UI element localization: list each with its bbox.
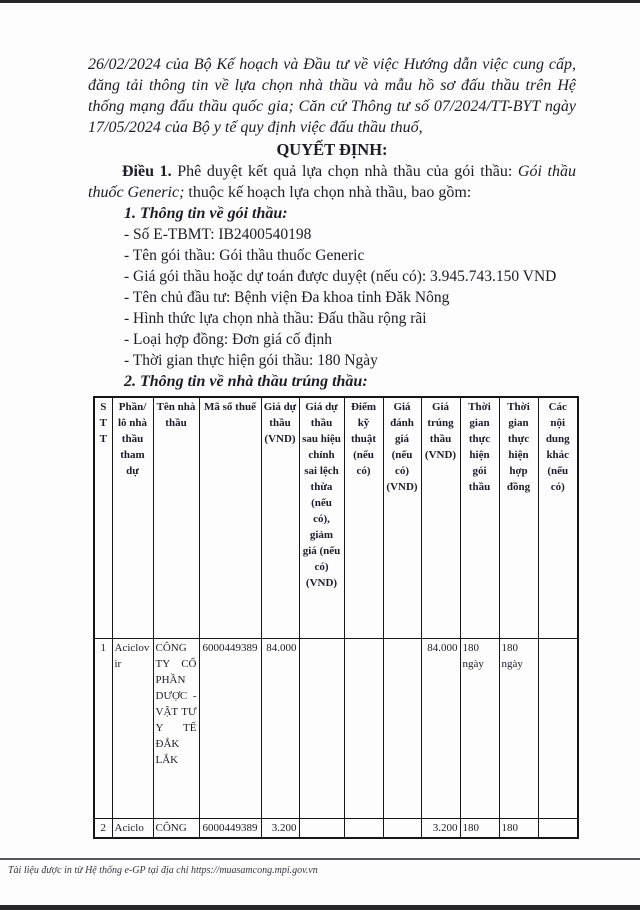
cell-bid-price: 3.200 (261, 818, 299, 838)
winning-bidders-table (93, 396, 579, 839)
article-1-label: Điều 1. (122, 163, 172, 180)
header-cell-winning-price: Giá trúng thầu (VND) (421, 397, 460, 638)
top-edge-bar (0, 0, 640, 3)
package-info-item-name: - Tên gói thầu: Gói thầu thuốc Generic (124, 247, 365, 264)
cell-evaluated-price (383, 818, 421, 838)
table-row (94, 818, 578, 838)
footer-note: Tài liệu được in từ Hệ thống e-GP tại địa chỉ https://muasamcong.mpi.gov.vn (8, 865, 318, 876)
document-page (88, 54, 576, 839)
section-2-heading: 2. Thông tin về nhà thầu trúng thầu: (124, 373, 368, 390)
preamble-paragraph: 26/02/2024 của Bộ Kế hoạch và Đầu tư về việc Hướng dẫn việc cung cấp, đăng tải thông tin về lựa chọn nhà thầu và mẫu hồ sơ đấu thầu trên Hệ thống mạng đấu thầu quốc gia; Căn cứ Thông tư số 07/2024/TT-BYT ngày 17/05/2024 của Bộ y tế quy định việc đấu thầu thuố, (88, 56, 576, 136)
cell-tax-code: 6000449389 (199, 818, 261, 838)
cell-adjusted-price (299, 818, 344, 838)
table-header-row (94, 397, 578, 638)
cell-winning-price: 3.200 (421, 818, 460, 838)
article-1-text-after: thuộc kế hoạch lựa chọn nhà thầu, bao gồm: (184, 184, 472, 201)
cell-lot: Aciclovir (112, 638, 153, 818)
header-cell-evaluated-price: Giá đánh giá (nếu có) (VND) (383, 397, 421, 638)
cell-lot: Aciclo (112, 818, 153, 838)
header-cell-stt: STT (94, 397, 112, 638)
table-row (94, 638, 578, 818)
cell-bidder-name: CÔNG (153, 818, 199, 838)
cell-stt: 2 (94, 818, 112, 838)
cell-package-duration: 180 (460, 818, 499, 838)
package-info-item-contract-type: - Loại hợp đồng: Đơn giá cố định (124, 331, 332, 348)
cell-stt: 1 (94, 638, 112, 818)
cell-tax-code: 6000449389 (199, 638, 261, 818)
cell-bidder-name: CÔNG TY CỔ PHẦN DƯỢC - VẬT TƯ Y TẾ ĐẮK LẮK (153, 638, 199, 818)
cell-bid-price: 84.000 (261, 638, 299, 818)
footer-divider (0, 858, 640, 860)
cell-other (538, 638, 578, 818)
header-cell-lot: Phần/ lô nhà thầu tham dự (112, 397, 153, 638)
header-cell-package-duration: Thời gian thực hiện gói thầu (460, 397, 499, 638)
cell-technical-score (344, 638, 383, 818)
header-cell-bidder-name: Tên nhà thầu (153, 397, 199, 638)
cell-contract-duration: 180 ngày (499, 638, 538, 818)
bottom-edge-bar (0, 905, 640, 910)
section-1-heading: 1. Thông tin về gói thầu: (124, 205, 288, 222)
cell-technical-score (344, 818, 383, 838)
package-info-item-duration: - Thời gian thực hiện gói thầu: 180 Ngày (124, 352, 378, 369)
article-1-paragraph (88, 161, 576, 203)
package-info-item-etbmt: - Số E-TBMT: IB2400540198 (124, 226, 312, 243)
header-cell-other: Các nội dung khác (nếu có) (538, 397, 578, 638)
header-cell-tax-code: Mã số thuế (199, 397, 261, 638)
header-cell-bid-price: Giá dự thầu (VND) (261, 397, 299, 638)
cell-contract-duration: 180 (499, 818, 538, 838)
cell-evaluated-price (383, 638, 421, 818)
package-info-item-method: - Hình thức lựa chọn nhà thầu: Đấu thầu rộng rãi (124, 310, 427, 327)
cell-winning-price: 84.000 (421, 638, 460, 818)
article-1-text-before: Phê duyệt kết quả lựa chọn nhà thầu của gói thầu: (171, 163, 518, 180)
article-1-package-name: Gói thầu thuốc Generic; (88, 163, 576, 201)
package-info-item-investor: - Tên chủ đầu tư: Bệnh viện Đa khoa tỉnh Đăk Nông (124, 289, 450, 306)
decision-title: QUYẾT ĐỊNH: (276, 140, 388, 159)
cell-other (538, 818, 578, 838)
header-cell-contract-duration: Thời gian thực hiện hợp đồng (499, 397, 538, 638)
header-cell-technical-score: Điểm kỹ thuật (nếu có) (344, 397, 383, 638)
package-info-item-price: - Giá gói thầu hoặc dự toán được duyệt (nếu có): 3.945.743.150 VND (124, 268, 557, 285)
header-cell-adjusted-price: Giá dự thầu sau hiệu chỉnh sai lệch thừa (nếu có), giảm giá (nếu có) (VND) (299, 397, 344, 638)
cell-package-duration: 180 ngày (460, 638, 499, 818)
cell-adjusted-price (299, 638, 344, 818)
